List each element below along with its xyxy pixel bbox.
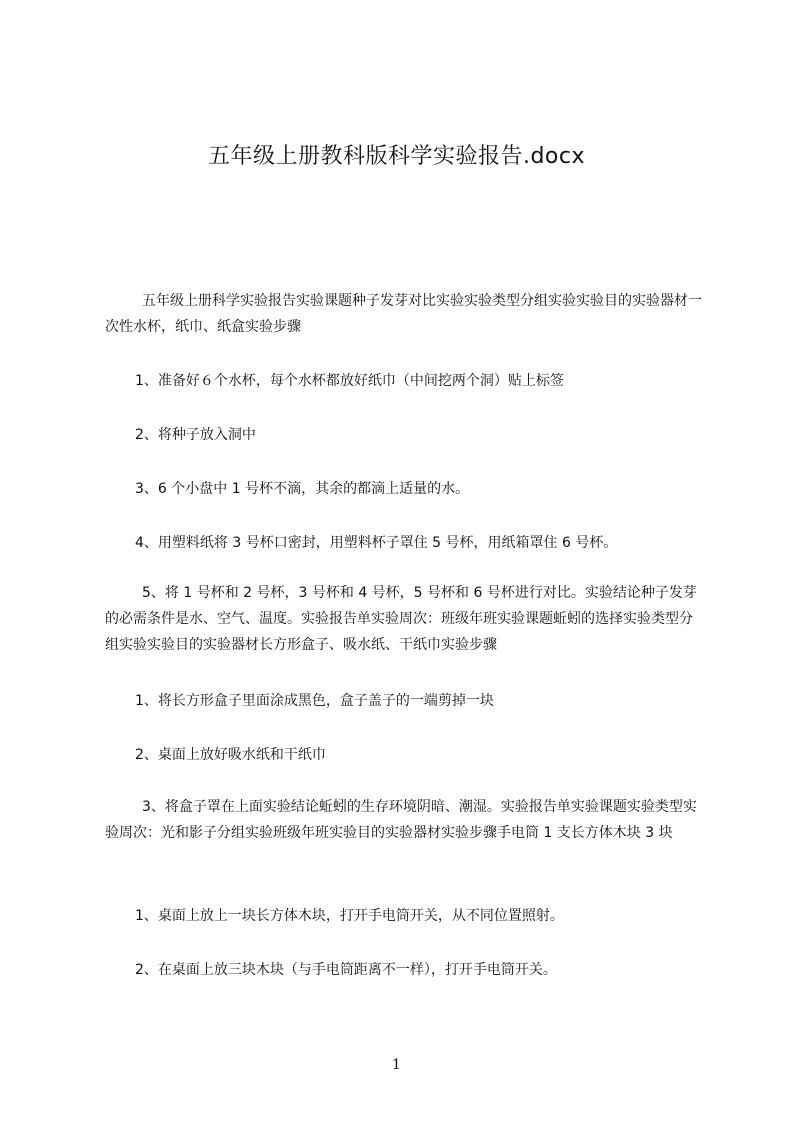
paragraph-earthworm-step-3-conclusion: 3、将盒子罩在上面实验结论蚯蚓的生存环境阴暗、潮湿。实验报告单实验课题实验类型实验周次：光和影子分组实验班级年班实验目的实验器材实验步骤手电筒 1 支长方体木块 3 块 — [105, 799, 697, 841]
paragraph-light-step-1: 1、桌面上放上一块长方体木块，打开手电筒开关，从不同位置照射。 — [135, 908, 564, 924]
paragraph-step-1: 1、准备好６个水杯，每个水杯都放好纸巾（中间挖两个洞）贴上标签 — [135, 373, 564, 389]
paragraph-step-3: 3、6 个小盘中 1 号杯不滴，其余的都滴上适量的水。 — [135, 481, 470, 497]
paragraph-intro: 五年级上册科学实验报告实验课题种子发芽对比实验实验类型分组实验实验目的实验器材一次性水杯，纸巾、纸盒实验步骤 — [105, 293, 702, 335]
paragraph-step-4: 4、用塑料纸将 3 号杯口密封，用塑料杯子罩住 5 号杯，用纸箱罩住 6 号杯。 — [135, 535, 618, 551]
paragraph-step-2: 2、将种子放入洞中 — [135, 427, 256, 443]
paragraph-step-5-conclusion: 5、将 1 号杯和 2 号杯，3 号杯和 4 号杯，5 号杯和 6 号杯进行对比。实验结论种子发芽的必需条件是水、空气、温度。实验报告单实验周次：班级年班实验课题蚯蚓的选择实验类型分组实验实验目的实验器材长方形盒子、吸水纸、干纸巾实验步骤 — [105, 585, 697, 653]
document-title: 五年级上册教科版科学实验报告.docx — [207, 144, 586, 169]
paragraph-earthworm-step-1: 1、将长方形盒子里面涂成黑色，盒子盖子的一端剪掉一块 — [135, 693, 494, 709]
page-number: 1 — [392, 1057, 401, 1073]
paragraph-earthworm-step-2: 2、桌面上放好吸水纸和干纸巾 — [135, 747, 326, 763]
paragraph-light-step-2: 2、在桌面上放三块木块（与手电筒距离不一样），打开手电筒开关。 — [135, 962, 557, 978]
